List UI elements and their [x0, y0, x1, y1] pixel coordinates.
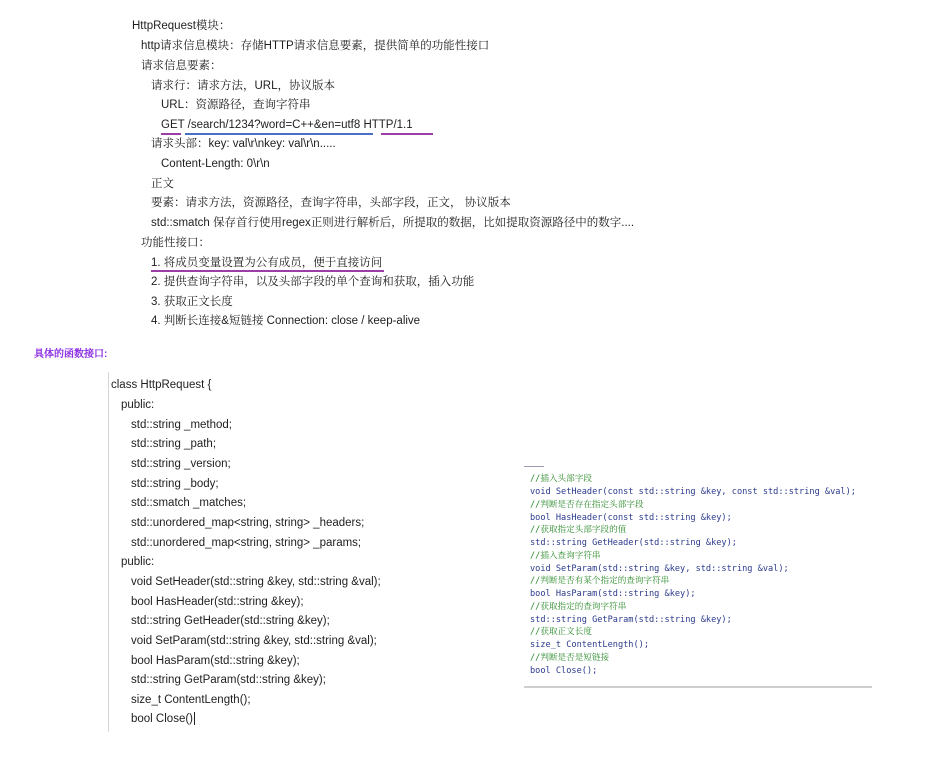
notes-line: std::smatch 保存首行使用regex正则进行解析后，所提取的数据，比如提取资源路径中的数字....: [151, 217, 635, 229]
snippet-comment: //插入查询字符串: [530, 551, 601, 561]
code-line: bool HasParam(std::string &key);: [131, 655, 300, 667]
snippet-code: void SetParam(std::string &key, std::string &val);: [530, 564, 789, 574]
code-line: std::unordered_map<string, string> _headers;: [131, 517, 365, 529]
underline-method: [161, 133, 181, 135]
snippet-code: std::string GetHeader(std::string &key);: [530, 538, 737, 548]
notes-line: 2. 提供查询字符串，以及头部字段的单个查询和获取，插入功能: [151, 276, 475, 288]
notes-line: 要素：请求方法，资源路径，查询字符串，头部字段，正文， 协议版本: [151, 197, 511, 209]
code-line: std::string _method;: [131, 419, 232, 431]
notes-line: Content-Length: 0\r\n: [161, 158, 270, 170]
code-line: std::unordered_map<string, string> _params;: [131, 537, 362, 549]
code-line-last: [131, 712, 195, 727]
code-line-text: bool Close(): [131, 713, 193, 725]
snippet-comment: //判断是否存在指定头部字段: [530, 500, 644, 510]
notes-line: 3. 获取正文长度: [151, 296, 233, 308]
code-line: std::string _body;: [131, 478, 219, 490]
notes-line: 请求头部：key: val\r\nkey: val\r\n.....: [151, 138, 336, 150]
code-line: void SetHeader(std::string &key, std::string &val);: [131, 576, 381, 588]
snippet-code: bool HasHeader(const std::string &key);: [530, 513, 732, 523]
snippet-code: std::string GetParam(std::string &key);: [530, 615, 732, 625]
code-snippet: [524, 466, 872, 688]
snippet-comment: //判断是否有某个指定的查询字符串: [530, 576, 670, 586]
notes-line: 功能性接口：: [141, 237, 210, 249]
snippet-code: size_t ContentLength();: [530, 640, 649, 650]
notes-line: 请求信息要素：: [141, 60, 222, 72]
text-cursor: [194, 712, 195, 725]
notes-line: URL：资源路径，查询字符串: [161, 99, 311, 111]
notes-line: 1. 将成员变量设置为公有成员，便于直接访问: [151, 257, 383, 269]
code-line: class HttpRequest {: [111, 379, 212, 391]
code-line: void SetParam(std::string &key, std::string &val);: [131, 635, 377, 647]
notes-line: http请求信息模块：存储HTTP请求信息要素，提供简单的功能性接口: [141, 40, 490, 52]
snippet-code: bool Close();: [530, 666, 598, 676]
snippet-comment: //获取指定头部字段的值: [530, 525, 627, 535]
code-line: public:: [121, 399, 155, 411]
snippet-code: void SetHeader(const std::string &key, const std::string &val);: [530, 487, 856, 497]
code-line: size_t ContentLength();: [131, 694, 251, 706]
notes-title: HttpRequest模块：: [132, 20, 231, 32]
code-line: public:: [121, 556, 155, 568]
section-label: 具体的函数接口:: [34, 349, 108, 360]
snippet-comment: //判断是否是短链接: [530, 653, 610, 663]
underline-url: [185, 133, 373, 135]
notes-request-line-example: GET /search/1234?word=C++&en=utf8 HTTP/1.1: [161, 119, 413, 131]
code-line: std::string GetParam(std::string &key);: [131, 674, 326, 686]
code-line: std::string GetHeader(std::string &key);: [131, 615, 330, 627]
code-line: bool HasHeader(std::string &key);: [131, 596, 304, 608]
class-code-block: [108, 372, 409, 732]
underline-version: [381, 133, 433, 135]
notes-line: 请求行：请求方法，URL，协议版本: [151, 80, 336, 92]
snippet-comment: //插入头部字段: [530, 474, 592, 484]
snippet-comment: //获取指定的查询字符串: [530, 602, 627, 612]
snippet-comment: //获取正文长度: [530, 627, 592, 637]
code-line: std::string _path;: [131, 438, 217, 450]
notes-line: 4. 判断长连接&短链接 Connection: close / keep-alive: [151, 315, 421, 327]
underline-point-1: [151, 270, 384, 272]
code-line: std::string _version;: [131, 458, 231, 470]
code-line: std::smatch _matches;: [131, 497, 247, 509]
notes-line: 正文: [151, 178, 174, 190]
snippet-code: bool HasParam(std::string &key);: [530, 589, 696, 599]
